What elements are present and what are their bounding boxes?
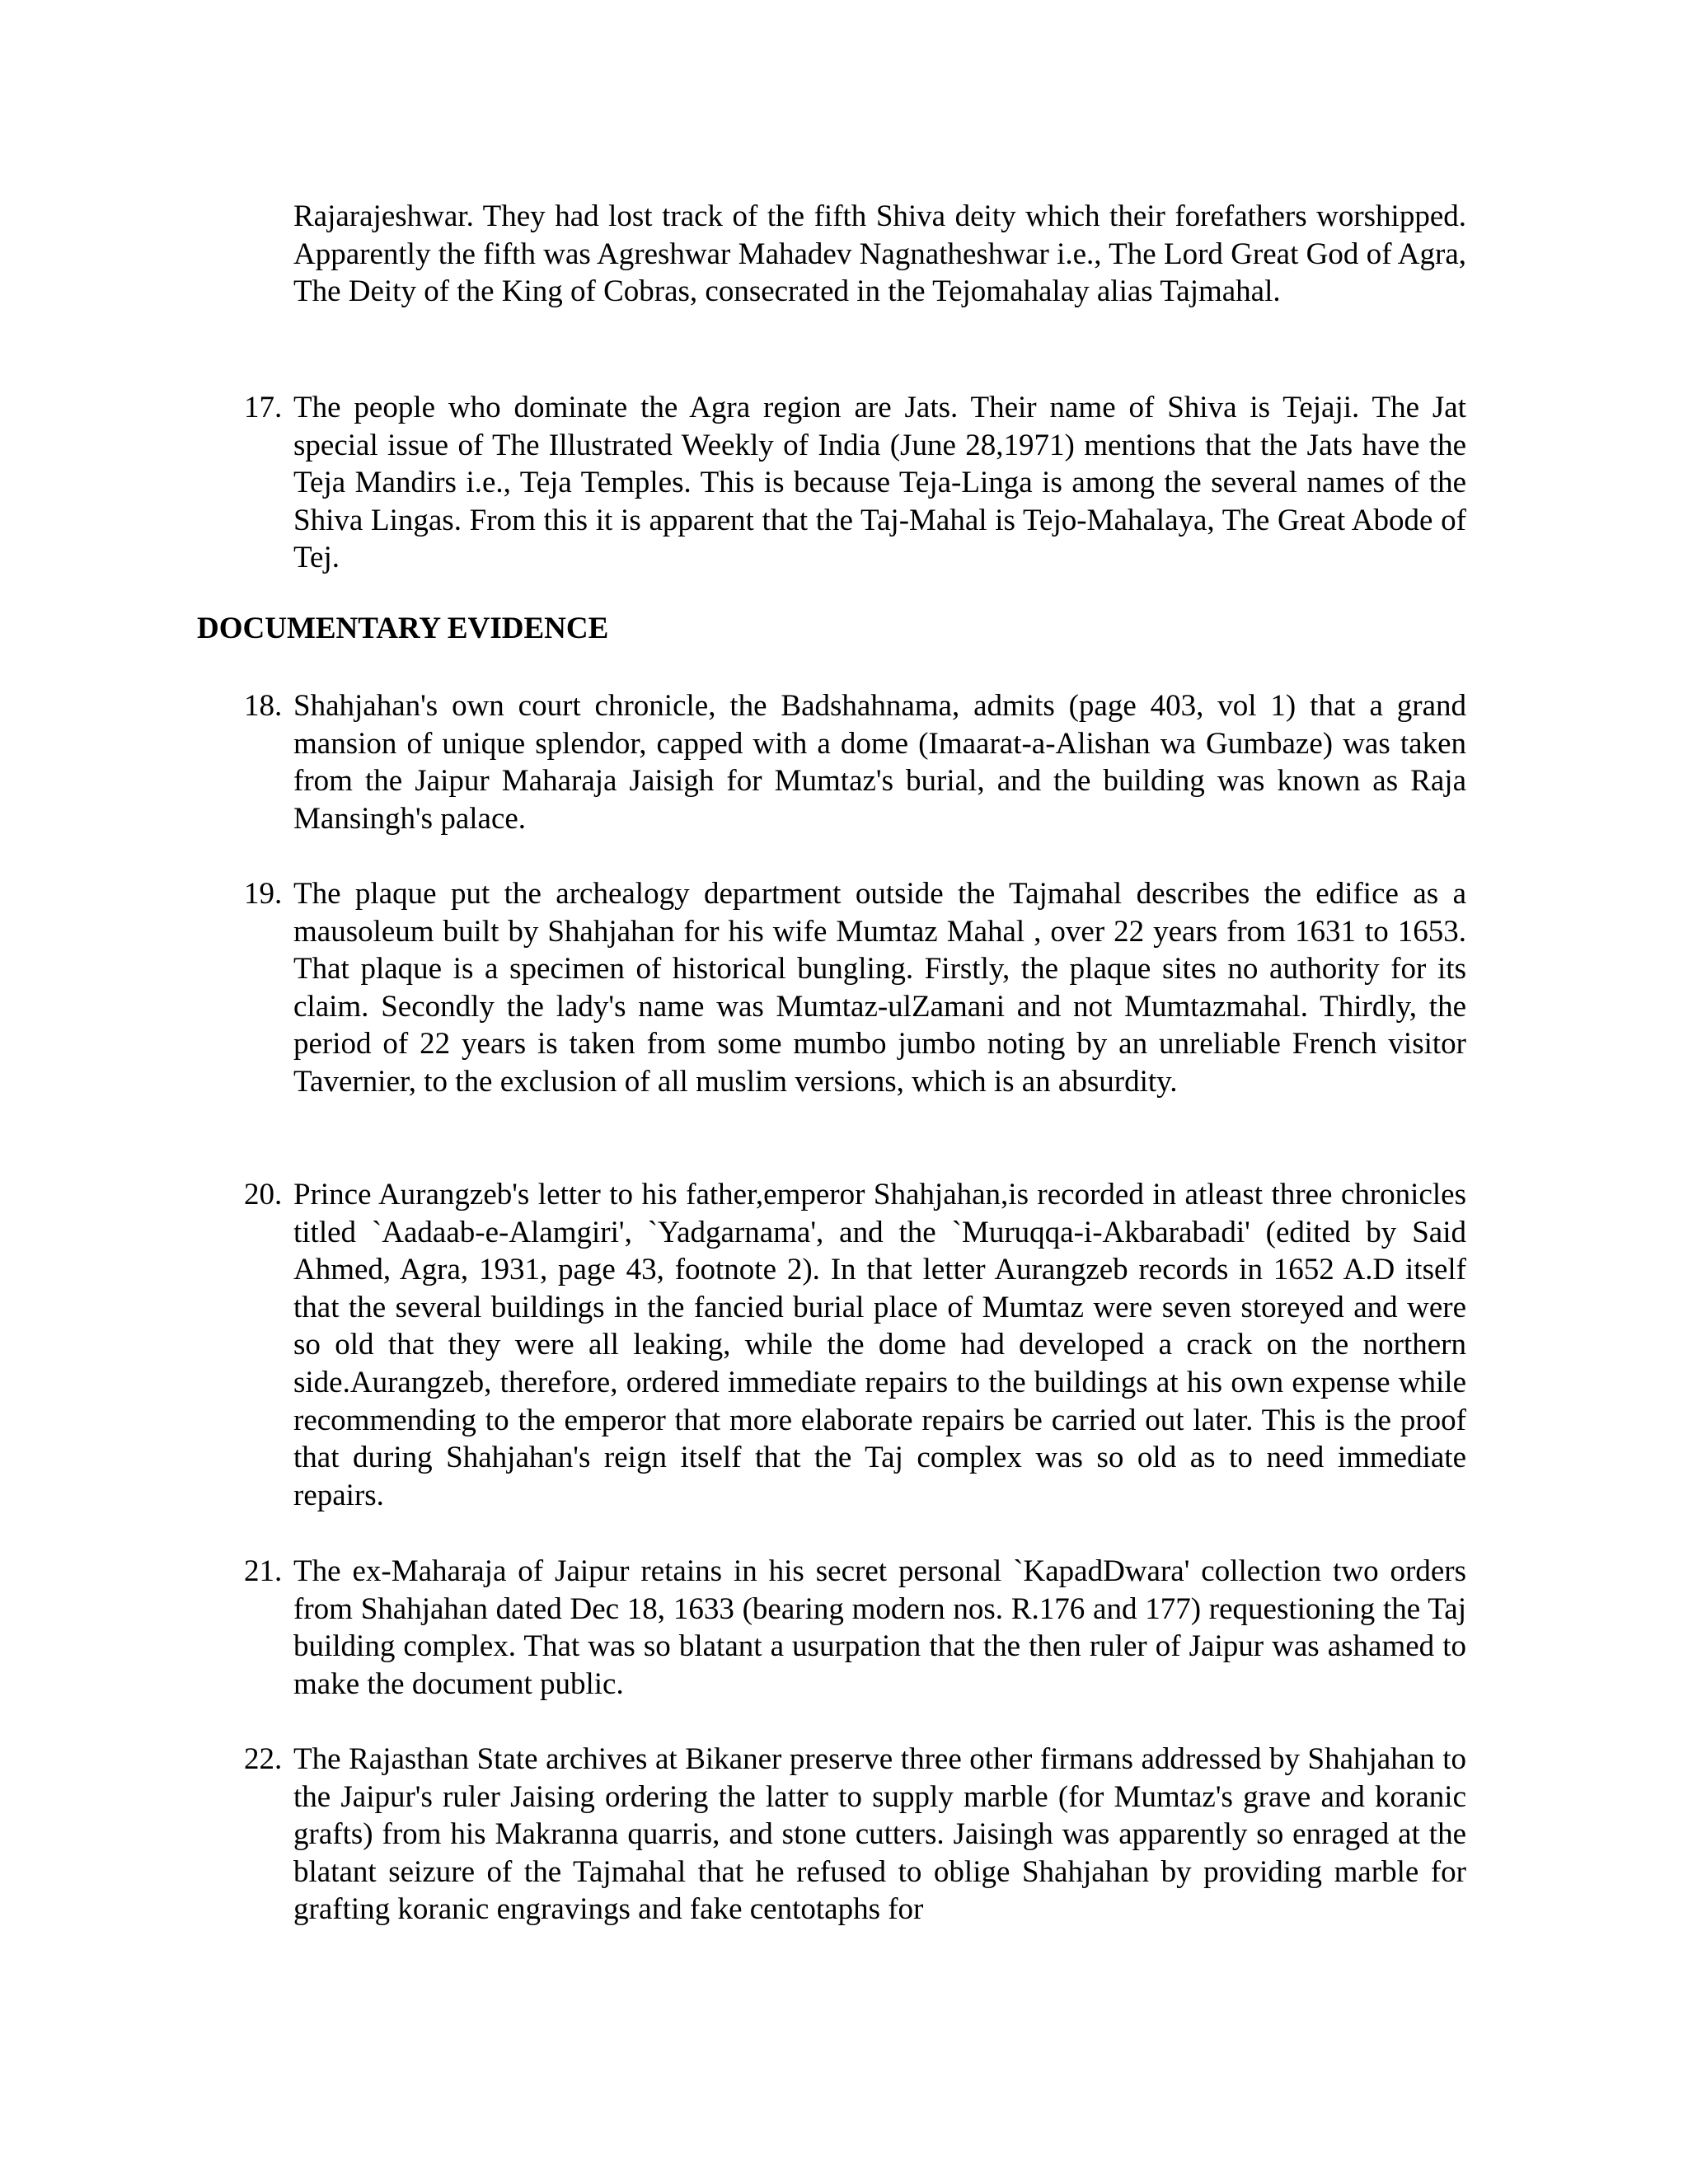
list-item-number: 21. <box>244 1554 283 1588</box>
list-item-text: The plaque put the archealogy department outside the Tajmahal describes the edifice as a mausoleum built by Shahjahan for his wife Mumtaz Mahal , over 22 years from 1631 to 1653. That plaque is a specimen of historical bungling. Firstly, the plaque sites no authority for its claim. Secondly the lady's name was Mumtaz-ulZamani and not Mumtazmahal. Thirdly, the period of 22 years is taken from some mumbo jumbo noting by an unreliable French visitor Tavernier, to the exclusion of all muslim versions, which is an absurdity. <box>293 877 1466 1099</box>
list-item-22 <box>244 1741 1466 1929</box>
list-item-19 <box>244 875 1466 1101</box>
continuation-paragraph: Rajarajeshwar. They had lost track of the fifth Shiva deity which their forefathers worshipped. Apparently the fifth was Agreshwar Mahadev Nagnatheshwar i.e., The Lord Great God of Agra, The Deity of the King of Cobras, consecrated in the Tejomahalay alias Tajmahal. <box>293 199 1466 309</box>
list-item-text: The ex-Maharaja of Jaipur retains in his secret personal `KapadDwara' collection two orders from Shahjahan dated Dec 18, 1633 (bearing modern nos. R.176 and 177) requestioning the Taj building complex. That was so blatant a usurpation that the then ruler of Jaipur was ashamed to make the document public. <box>293 1554 1466 1701</box>
list-item-text: The people who dominate the Agra region are Jats. Their name of Shiva is Tejaji. The Jat special issue of The Illustrated Weekly of India (June 28,1971) mentions that the Jats have the Teja Mandirs i.e., Teja Temples. This is because Teja-Linga is among the several names of the Shiva Lingas. From this it is apparent that the Taj-Mahal is Tejo-Mahalaya, The Great Abode of Tej. <box>293 391 1466 575</box>
list-item-number: 18. <box>244 689 283 723</box>
list-item-18 <box>244 687 1466 837</box>
list-item-21 <box>244 1553 1466 1703</box>
list-item-number: 20. <box>244 1178 283 1212</box>
section-heading: DOCUMENTARY EVIDENCE <box>197 612 609 645</box>
list-item-text: The Rajasthan State archives at Bikaner preserve three other firmans addressed by Shahjahan to the Jaipur's ruler Jaising ordering the latter to supply marble (for Mumtaz's grave and koranic grafts) from his Makranna quarris, and stone cutters. Jaisingh was apparently so enraged at the blatant seizure of the Tajmahal that he refused to oblige Shahjahan by providing marble for grafting koranic engravings and fake centotaphs for <box>293 1742 1466 1927</box>
list-item-20 <box>244 1176 1466 1514</box>
list-item-17 <box>244 389 1466 577</box>
list-item-number: 17. <box>244 391 283 424</box>
list-item-text: Shahjahan's own court chronicle, the Badshahnama, admits (page 403, vol 1) that a grand mansion of unique splendor, capped with a dome (Imaarat-a-Alishan wa Gumbaze) was taken from the Jaipur Maharaja Jaisigh for Mumtaz's burial, and the building was known as Raja Mansingh's palace. <box>293 689 1466 836</box>
list-item-number: 22. <box>244 1742 283 1776</box>
list-item-text: Prince Aurangzeb's letter to his father,emperor Shahjahan,is recorded in atleast three chronicles titled `Aadaab-e-Alamgiri', `Yadgarnama', and the `Muruqqa-i-Akbarabadi' (edited by Said Ahmed, Agra, 1931, page 43, footnote 2). In that letter Aurangzeb records in 1652 A.D itself that the several buildings in the fancied burial place of Mumtaz were seven storeyed and were so old that they were all leaking, while the dome had developed a crack on the northern side.Aurangzeb, therefore, ordered immediate repairs to the buildings at his own expense while recommending to the emperor that more elaborate repairs be carried out later. This is the proof that during Shahjahan's reign itself that the Taj complex was so old as to need immediate repairs. <box>293 1178 1466 1512</box>
list-item-number: 19. <box>244 877 283 911</box>
